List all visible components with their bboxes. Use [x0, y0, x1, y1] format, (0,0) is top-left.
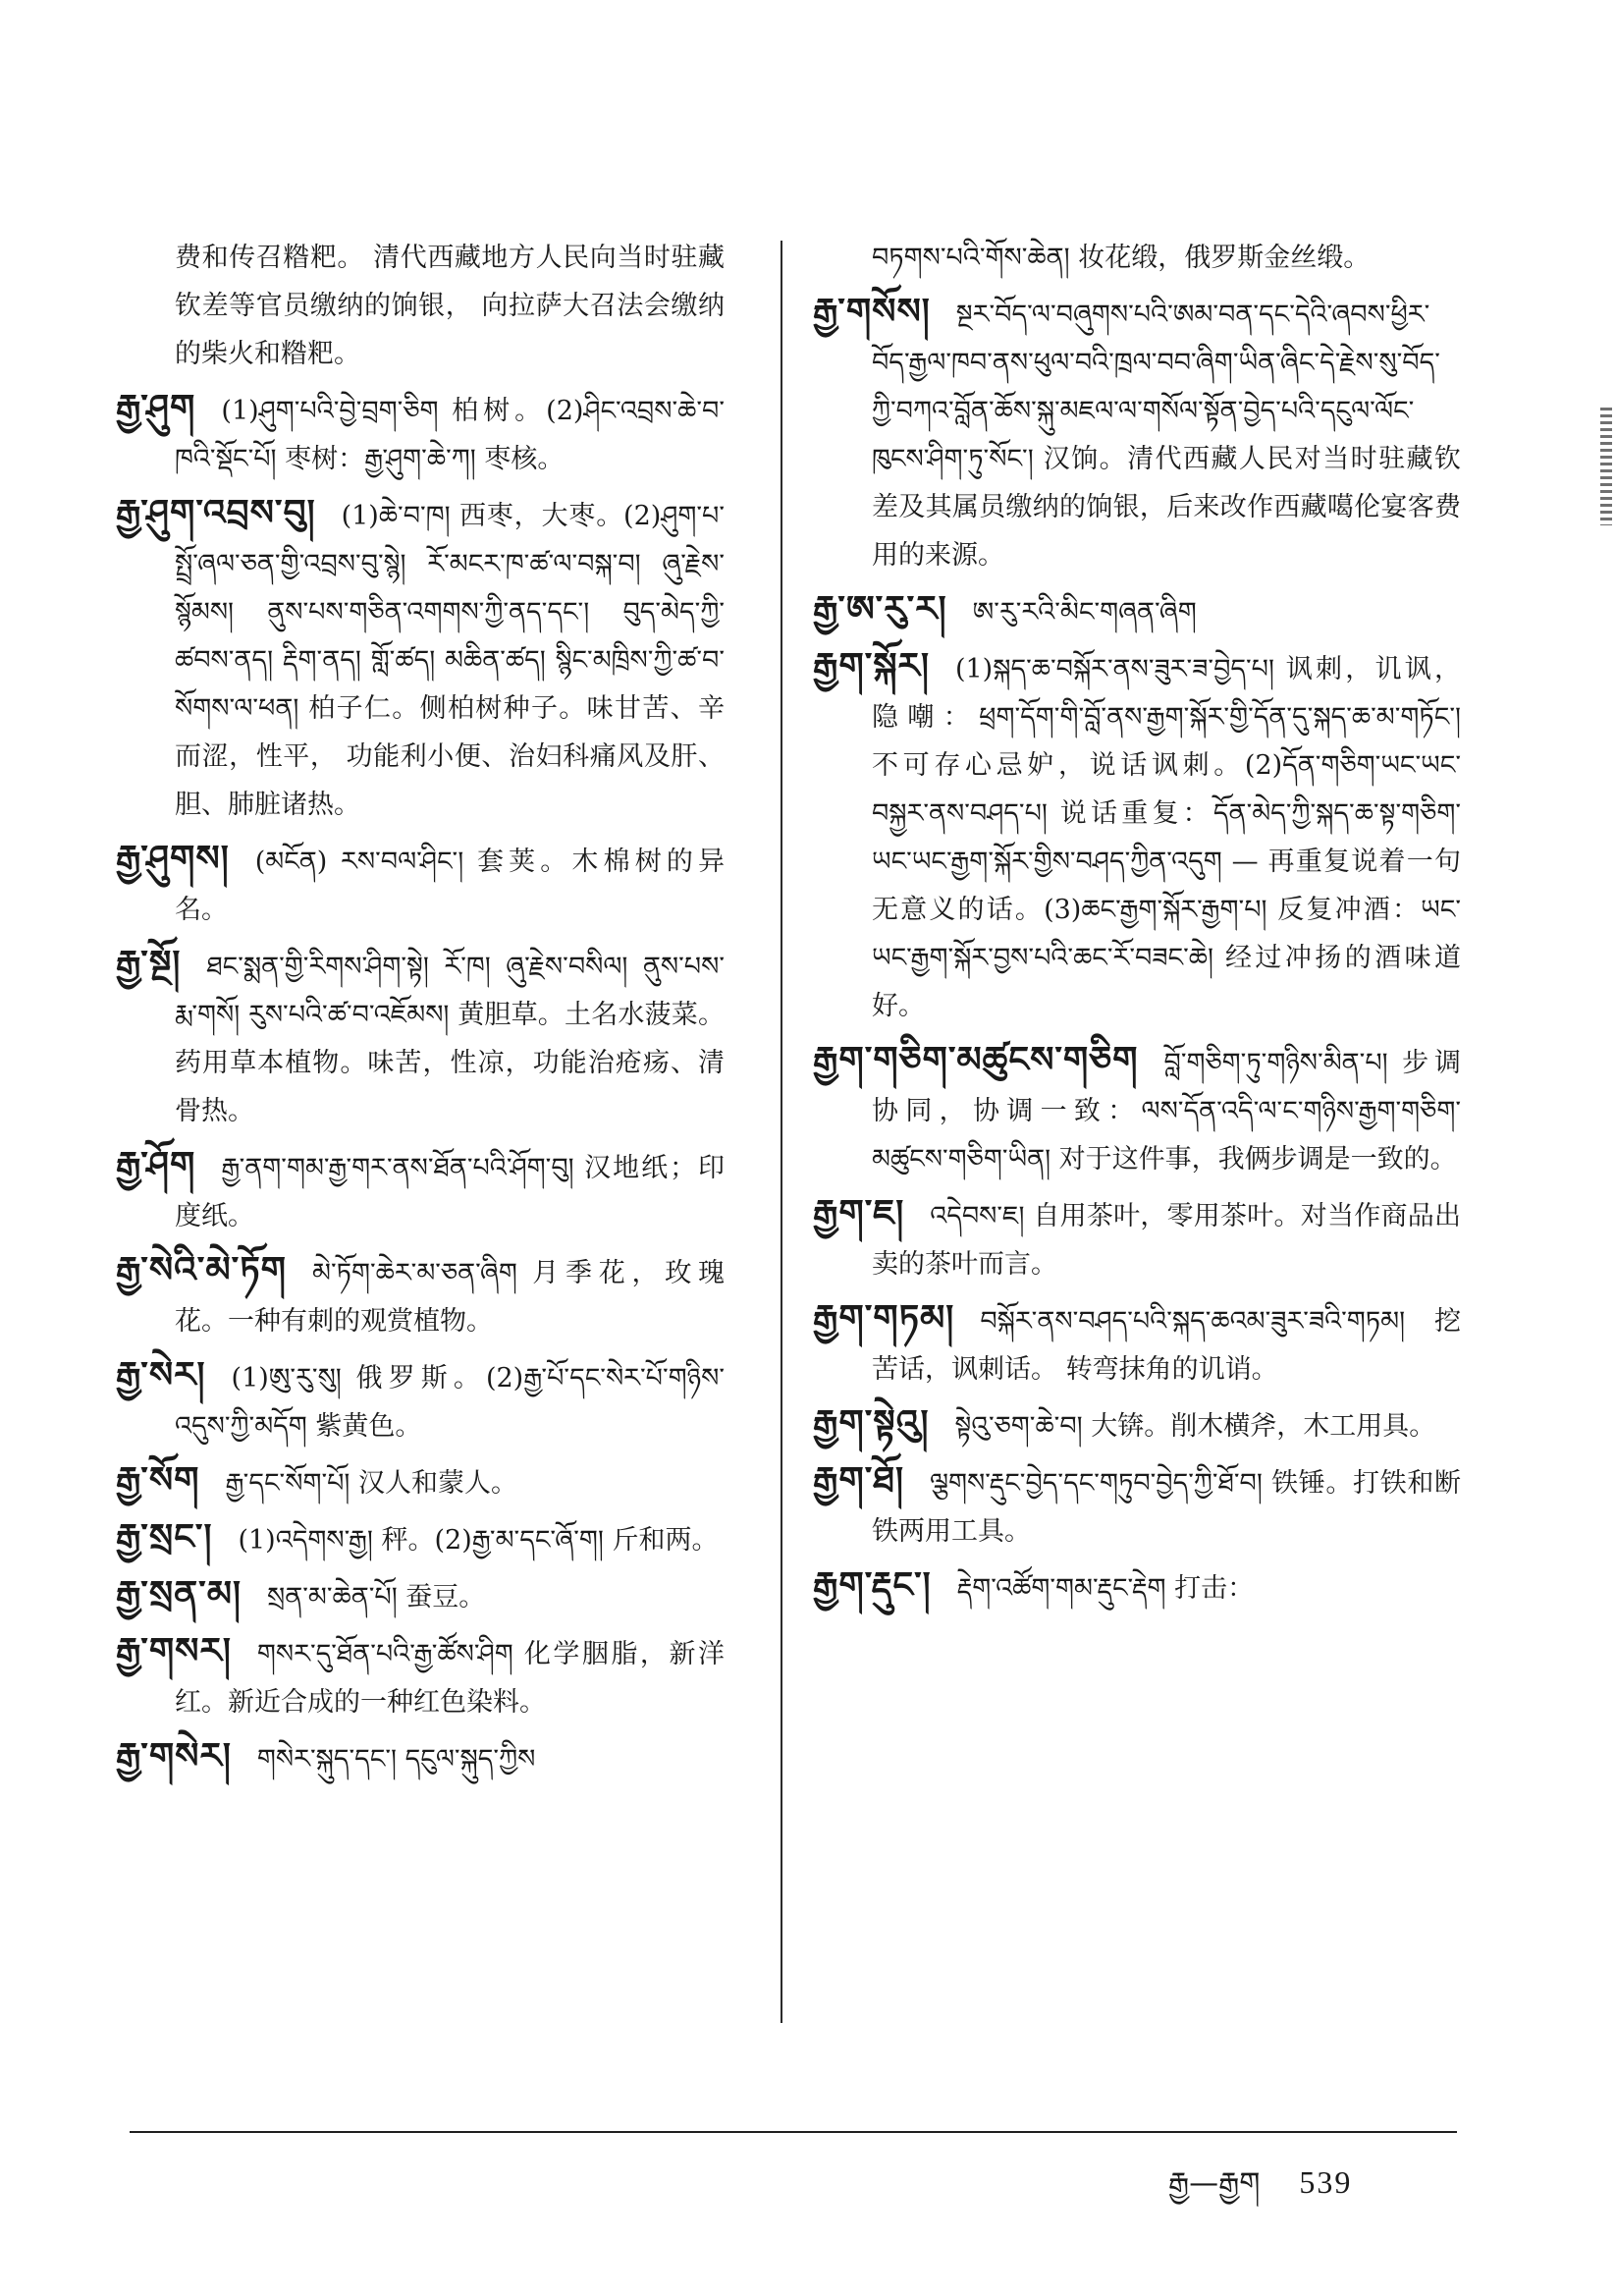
dictionary-entry: [813, 585, 1461, 636]
entry-definition: རྡེག་འཚོག་གམ་རྡུང་རྡེག 打击：: [956, 1573, 1255, 1604]
entry-definition: (1)འདེགས་རྒྱ། 秤。(2)རྒྱ་མ་དང་ཞོ་ག། 斤和两。: [238, 1525, 719, 1556]
entry-definition: (མངོན) རས་བལ་ཤིང་། 套荚。木棉树的异名。: [175, 847, 725, 925]
entry-definition: རྒྱ་ནག་གམ་རྒྱ་གར་ནས་ཐོན་པའི་ཤོག་བུ། 汉地纸；印度纸。: [175, 1153, 725, 1231]
entry-headword: རྒྱ་ཤུགས།: [116, 839, 230, 879]
page-footer: [1168, 2151, 1473, 2233]
entry-definition: བློ་གཅིག་ཏུ་གཉིས་མིན་པ། 步调协同，协调一致：ལས་དོན་འདི་ལ་ང་གཉིས་རྒྱག་གཅིག་མཚུངས་གཅིག་ཡིན། 对于这件事，我俩步调是一致的。: [872, 1048, 1461, 1175]
entry-definition: སྟེའུ་ཅག་ཆེ་བ། 大锛。削木横斧，木工用具。: [954, 1411, 1436, 1442]
entry-headword: རྒྱ་ཤོག: [116, 1145, 196, 1185]
dictionary-entry: [813, 288, 1461, 579]
column-divider: [781, 241, 782, 2023]
dictionary-entry: [813, 234, 1461, 282]
entry-headword: རྒྱག་རྡུང་།: [813, 1565, 932, 1606]
entry-definition: བསྐོར་ནས་བཤད་པའི་སྐད་ཆའམ་ཟུར་ཟའི་གཏམ། 挖苦话，讽刺话。 转弯抹角的讥诮。: [872, 1306, 1461, 1385]
dictionary-entry: [813, 1294, 1461, 1394]
entry-headword: རྒྱ་གསར།: [116, 1631, 232, 1671]
entry-definition: སྲན་མ་ཆེན་པོ། 蚕豆。: [266, 1582, 486, 1613]
entry-definition: 费和传召糌粑。 清代西藏地方人民向当时驻藏钦差等官员缴纳的饷银， 向拉萨大召法会缴纳的柴火和糌粑。: [175, 243, 725, 369]
dictionary-entry: [116, 940, 725, 1135]
dictionary-entry: [116, 1351, 725, 1450]
entry-definition: (1)ཤུག་པའི་བྱེ་བྲག་ཅིག 柏树。(2)ཤིང་འབྲས་ཆེ་བ་ཁའི་སྡོང་པོ། 枣树：རྒྱ་ཤུག་ཆེ་ཀ། 枣核。: [175, 396, 725, 474]
dictionary-entry: [813, 642, 1461, 1030]
dictionary-entry: [813, 1036, 1461, 1183]
entry-headword: རྒྱ་སྲང་།: [116, 1517, 213, 1558]
entry-headword: རྒྱག་སྟེའུ།: [813, 1403, 930, 1444]
dictionary-entry: [116, 1627, 725, 1726]
left-column: [116, 234, 725, 1789]
entry-definition: (1)ཨུ་རུ་སུ། 俄罗斯。(2)རྒྱ་པོ་དང་སེར་པོ་གཉིས་འདུས་ཀྱི་མདོག 紫黄色。: [175, 1363, 725, 1442]
entry-definition: ལྕགས་རྡུང་བྱེད་དང་གཏུབ་བྱེད་ཀྱི་ཐོ་བ། 铁锤。打铁和断铁两用工具。: [872, 1468, 1461, 1547]
entry-headword: རྒྱག་གཅིག་མཚུངས་གཅིག: [813, 1040, 1139, 1080]
entry-headword: རྒྱ་ཤུག: [116, 388, 196, 428]
entry-definition: རྒྱ་དང་སོག་པོ། 汉人和蒙人。: [225, 1468, 518, 1499]
dictionary-entry: [116, 1456, 725, 1507]
entry-definition: བཏགས་པའི་གོས་ཆེན། 妆花缎，俄罗斯金丝缎。: [872, 243, 1371, 273]
footer-rule: [130, 2131, 1457, 2133]
entry-definition: ཐང་སྨན་གྱི་རིགས་ཤིག་སྟེ། རོ་ཁ། ཞུ་རྗེས་བསིལ། ནུས་པས་རྨ་གསོ། རུས་པའི་ཚ་བ་འཇོམས། 黄胆草。土名水菠菜。药用草本植物。味苦，性凉，功能治疮疡、清骨热。: [175, 952, 725, 1126]
dictionary-entry: [116, 234, 725, 378]
entry-definition: མེ་ཏོག་ཆེར་མ་ཅན་ཞིག 月季花，玫瑰花。一种有刺的观赏植物。: [175, 1258, 725, 1337]
page-number: 539: [1299, 2164, 1353, 2200]
entry-definition: འདེབས་ཇ། 自用茶叶，零用茶叶。对当作商品出卖的茶叶而言。: [872, 1201, 1461, 1280]
entry-headword: རྒྱ་སྲན་མ།: [116, 1574, 242, 1614]
dictionary-entry: [813, 1189, 1461, 1288]
dictionary-entry: [116, 1513, 725, 1564]
dictionary-entry: [116, 1141, 725, 1240]
dictionary-entry: [116, 835, 725, 934]
dictionary-entry: [813, 1561, 1461, 1613]
entry-headword: རྒྱག་སྐོར།: [813, 646, 930, 686]
entry-headword: རྒྱ་གསོས།: [813, 292, 931, 332]
dictionary-entry: [116, 1246, 725, 1345]
dictionary-entry: [116, 384, 725, 483]
entry-headword: རྒྱ་ཤུག་འབྲས་བུ།: [116, 493, 316, 533]
entry-headword: རྒྱ་གསེར།: [116, 1736, 232, 1777]
entry-definition: སྔར་བོད་ལ་བཞུགས་པའི་ཨམ་བན་དང་དེའི་ཞབས་ཕྱིར་བོད་རྒྱལ་ཁབ་ནས་ཕུལ་བའི་ཁྲལ་བབ་ཞིག་ཡིན་ཞིང་དེ་རྗེས་སུ་བོད་ཀྱི་བཀའ་བློན་ཆོས་སྐུ་མཇལ་ལ་གསོལ་སྟོན་བྱེད་པའི་དངུལ་ལོང་ཁུངས་ཤིག་ཏུ་སོང་། 汉饷。清代西藏人民对当时驻藏钦差及其属员缴纳的饷银，后来改作西藏噶伦宴客费用的来源。: [872, 300, 1461, 571]
entry-definition: གསར་དུ་ཐོན་པའི་རྒྱ་ཚོས་ཤིག 化学胭脂，新洋红。新近合成的一种红色染料。: [175, 1639, 725, 1718]
entry-headword: རྒྱག་གཏམ།: [813, 1298, 955, 1339]
dictionary-entry: [116, 1570, 725, 1621]
entry-definition: (1)སྐད་ཆ་བསྐོར་ནས་ཟུར་ཟ་བྱེད་པ། 讽刺，讥讽，隐嘲：ཕྲག་དོག་གི་བློ་ནས་རྒྱག་སྐོར་གྱི་དོན་དུ་སྐད་ཆ་མ་གཏོང་། 不可存心忌妒，说话讽刺。(2)དོན་གཅིག་ཡང་ཡང་བསྐྱར་ནས་བཤད་པ། 说话重复：དོན་མེད་ཀྱི་སྐད་ཆ་སྟ་གཅིག་ཡང་ཡང་རྒྱག་སྐོར་གྱིས་བཤད་ཀྱིན་འདུག — 再重复说着一句无意义的话。(3)ཆང་རྒྱག་སྐོར་རྒྱག་པ། 反复冲酒：ཡང་ཡང་རྒྱག་སྐོར་བྱས་པའི་ཆང་རོ་བཟང་ཆེ། 经过冲扬的酒味道好。: [872, 654, 1461, 1021]
dictionary-entry: [813, 1456, 1461, 1556]
entry-definition: ཨ་རུ་རའི་མིང་གཞན་ཞིག: [972, 597, 1197, 628]
dictionary-entry: [116, 1732, 725, 1783]
entry-headword: རྒྱ་སྔོ།: [116, 944, 182, 984]
entry-headword: རྒྱ་སོག: [116, 1460, 200, 1501]
dictionary-entry: [813, 1399, 1461, 1450]
entry-definition: གསེར་སྐུད་དང་། དངུལ་སྐུད་ཀྱིས: [256, 1744, 536, 1775]
entry-definition: (1)ཆེ་བ་ཁ། 西枣，大枣。(2)ཤུག་པ་སྤྲོ་ཞལ་ཅན་གྱི་འབྲས་བུ་སྙེ། རོ་མངར་ཁ་ཚ་ལ་བསྐ་བ། ཞུ་རྗེས་སྙོམས། ནུས་པས་གཅིན་འགགས་ཀྱི་ནད་དང་། བུད་མེད་ཀྱི་ཚབས་ནད། རྡིག་ནད། གློ་ཚད། མཆིན་ཚད། སྙིང་མཁྲིས་ཀྱི་ཚ་བ་སོགས་ལ་ཕན། 柏子仁。侧柏树种子。味甘苦、辛而涩，性平， 功能利小便、治妇科痛风及肝、胆、肺脏诸热。: [175, 501, 725, 820]
entry-headword: རྒྱ་ཨ་རུ་ར།: [813, 589, 947, 629]
entry-headword: རྒྱ་སེར།: [116, 1355, 206, 1395]
entry-headword: རྒྱ་སེའི་མེ་ཏོག: [116, 1250, 287, 1290]
page-range: རྒྱ—རྒྱག: [1168, 2166, 1261, 2201]
entry-headword: རྒྱག་ཐོ།: [813, 1460, 904, 1501]
entry-headword: རྒྱག་ཇ།: [813, 1193, 905, 1233]
right-column: [813, 234, 1461, 1618]
scan-edge-marks: [1600, 408, 1612, 525]
dictionary-entry: [116, 489, 725, 829]
